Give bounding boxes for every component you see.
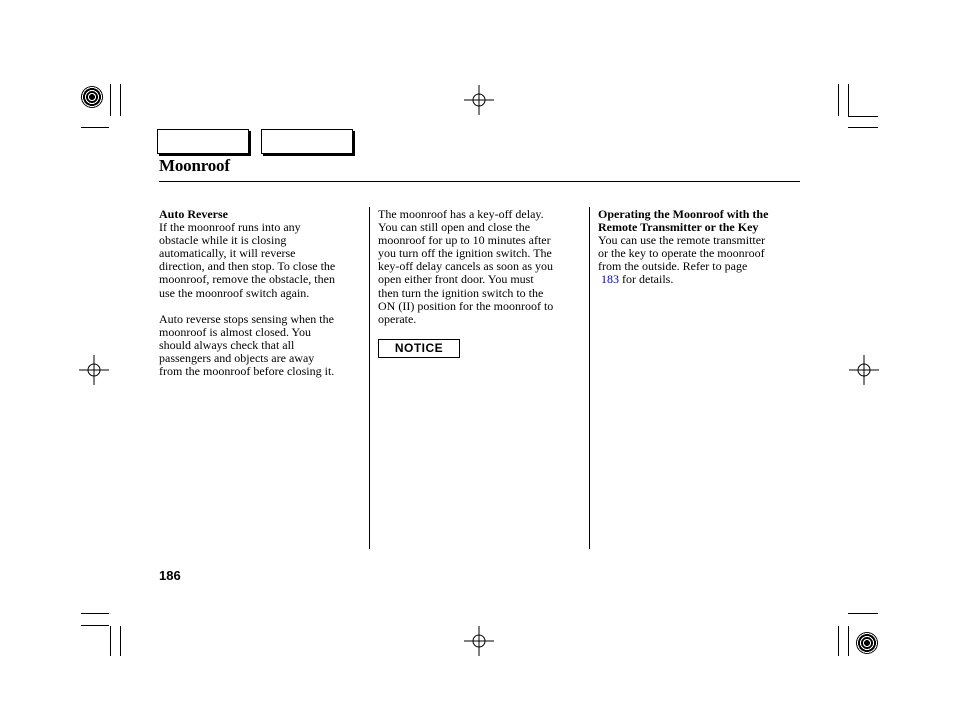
text-line: passengers and objects are away — [159, 350, 315, 365]
title-rule — [159, 181, 800, 182]
text-line: The moonroof has a key-off delay. — [378, 207, 544, 221]
column-divider — [589, 207, 590, 549]
column-3 — [598, 208, 803, 287]
text-line: moonroof, remove the obstacle, then — [159, 272, 335, 287]
text-line: open either front door. You must — [378, 272, 534, 287]
text-line — [598, 273, 803, 286]
section-heading: Operating the Moonroof with the — [598, 207, 769, 221]
crop-mark — [838, 84, 839, 116]
text-line: You can use the remote transmitter — [598, 233, 766, 248]
registration-mark-icon — [81, 86, 103, 108]
text-line: then turn the ignition switch to the — [378, 285, 544, 300]
text-fragment: for details. — [619, 272, 674, 287]
crosshair-icon — [464, 626, 494, 656]
crop-mark — [120, 84, 121, 116]
crop-mark — [838, 626, 839, 656]
crop-mark — [848, 84, 849, 116]
crop-mark — [848, 626, 849, 656]
registration-mark-icon — [856, 632, 878, 654]
text-line: Auto reverse stops sensing when the — [159, 311, 334, 326]
header-tab-box — [261, 129, 353, 154]
crop-mark — [81, 625, 109, 626]
section-heading: Auto Reverse — [159, 207, 228, 221]
crop-mark — [110, 84, 111, 116]
text-line: from the outside. Refer to page — [598, 259, 748, 274]
text-line: should always check that all — [159, 337, 295, 352]
crosshair-icon — [79, 355, 109, 385]
text-line: from the moonroof before closing it. — [159, 364, 335, 379]
page-link[interactable]: 183 — [601, 272, 619, 287]
text-line: direction, and then stop. To close the — [159, 259, 336, 274]
text-line: you turn off the ignition switch. The — [378, 246, 552, 261]
crop-mark — [120, 626, 121, 656]
crop-mark — [81, 613, 109, 614]
text-line: You can still open and close the — [378, 220, 531, 235]
column-2 — [378, 208, 583, 326]
text-line: ON (II) position for the moonroof to — [378, 298, 554, 313]
text-line: moonroof is almost closed. You — [159, 324, 312, 339]
text-line: moonroof for up to 10 minutes after — [378, 233, 551, 248]
text-line: operate. — [378, 311, 417, 326]
text-line: key-off delay cancels as soon as you — [378, 259, 554, 274]
notice-label: NOTICE — [378, 339, 460, 358]
section-heading: Remote Transmitter or the Key — [598, 220, 759, 235]
text-line: automatically, it will reverse — [159, 246, 296, 261]
crop-mark — [848, 116, 878, 117]
crop-mark — [110, 626, 111, 656]
text-line: obstacle while it is closing — [159, 233, 287, 248]
text-line: use the moonroof switch again. — [159, 285, 310, 300]
header-tab-box — [157, 129, 249, 154]
crosshair-icon — [849, 355, 879, 385]
page-title: Moonroof — [159, 156, 230, 175]
crop-mark — [848, 613, 878, 614]
crop-mark — [81, 127, 109, 128]
column-divider — [369, 207, 370, 549]
crosshair-icon — [464, 85, 494, 115]
page-number: 186 — [159, 568, 181, 583]
column-1 — [159, 208, 364, 378]
crop-mark — [848, 127, 878, 128]
text-line: or the key to operate the moonroof — [598, 246, 765, 261]
text-line: If the moonroof runs into any — [159, 220, 301, 235]
